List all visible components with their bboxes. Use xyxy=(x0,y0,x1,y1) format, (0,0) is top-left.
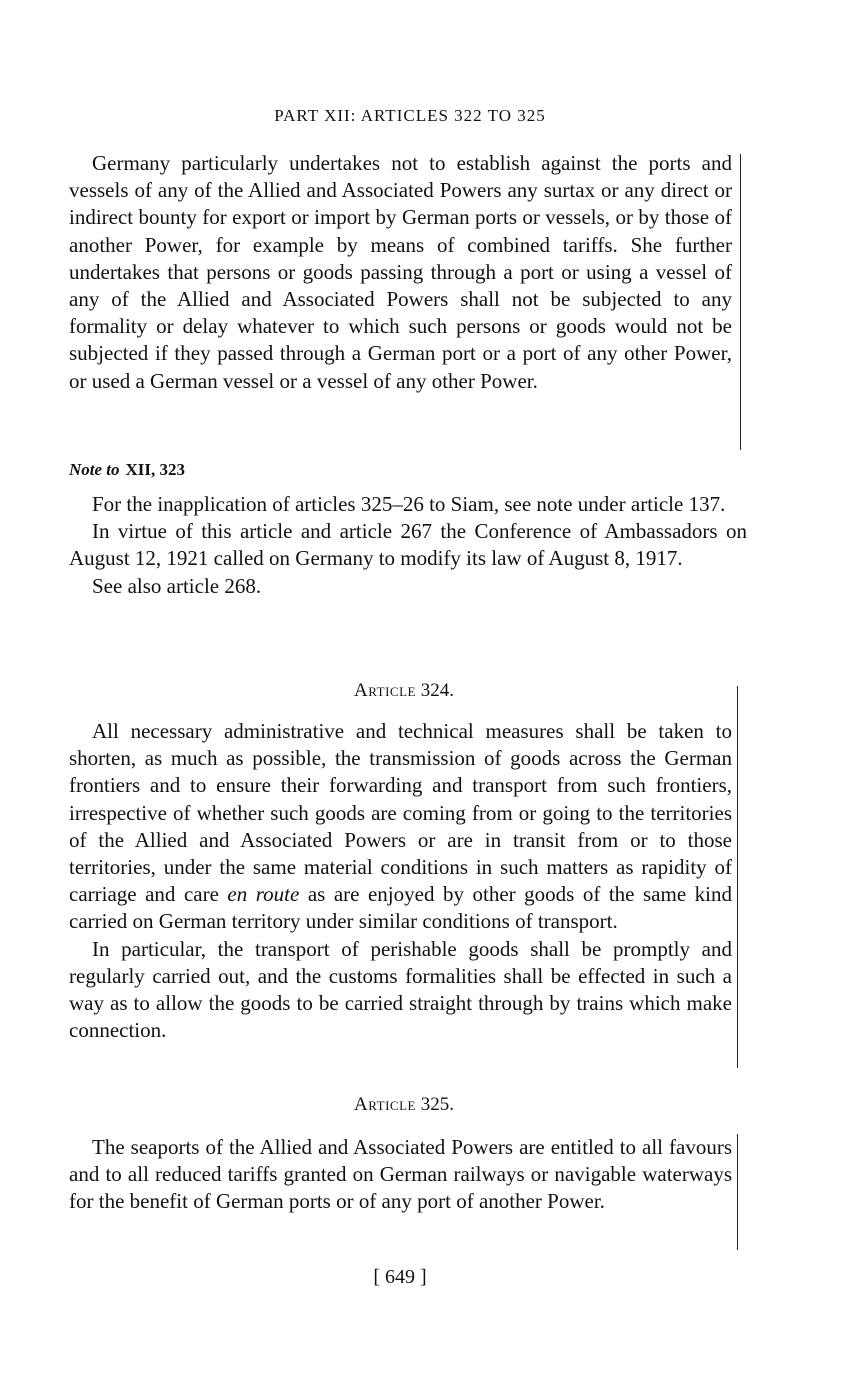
note-reference: XII, 323 xyxy=(125,460,186,479)
article-323-continuation xyxy=(69,150,732,395)
text-run: All necessary administrative and technical measures shall be taken to shorten, as much as possible, the transmission of goods across the German frontiers and to ensure their forwarding and transport from such frontiers, irrespective of whether such goods are coming from or going to the territories of the Allied and Associated Powers or are in transit from or to those territories, under the same material conditions in such matters as rapidity of carriage and care xyxy=(69,719,732,907)
paragraph: Germany particularly undertakes not to establish against the ports and vessels of any of the Allied and Associated Powers any surtax or any direct or indirect bounty for export or import by German ports or vessels, or by those of another Power, for example by means of combined tariffs. She further undertakes that persons or goods passing through a port or using a vessel of any of the Allied and Associated Powers shall not be subjected to any formality or delay whatever to which such persons or goods would not be subjected if they passed through a German port or a port of any other Power, or used a German vessel or a vessel of any other Power. xyxy=(69,151,732,393)
note-body xyxy=(69,491,747,600)
note-heading xyxy=(69,460,185,480)
text-run: as are enjoyed by other goods of the same kind carried on German territory under similar conditions of transport. xyxy=(69,882,732,934)
article-324-body xyxy=(69,718,732,1044)
italic-term: en route xyxy=(227,882,300,907)
margin-rule xyxy=(737,686,738,1068)
paragraph: The seaports of the Allied and Associated Powers are entitled to all favours and to all reduced tariffs granted on German railways or navigable waterways for the benefit of German ports or of any port of another Power. xyxy=(69,1135,732,1214)
article-324-heading xyxy=(0,680,808,702)
note-paragraph: For the inapplication of articles 325–26 to Siam, see note under article 137. xyxy=(92,492,726,516)
article-word: Article xyxy=(354,1094,416,1115)
note-paragraph: In virtue of this article and article 267 the Conference of Ambassadors on August 12, 1921 called on Germany to modify its law of August 8, 1917. xyxy=(69,519,747,571)
article-325-body xyxy=(69,1134,732,1216)
running-head: PART XII: ARTICLES 322 TO 325 xyxy=(274,106,546,125)
article-word: Article xyxy=(354,680,416,701)
article-325-heading xyxy=(0,1094,808,1116)
paragraph xyxy=(69,718,732,936)
margin-rule xyxy=(737,1134,738,1250)
margin-rule xyxy=(740,154,741,450)
article-number: 324. xyxy=(420,680,454,701)
page-number: [ 649 ] xyxy=(373,1266,427,1288)
article-number: 325. xyxy=(420,1094,454,1115)
note-label: Note to xyxy=(69,460,120,479)
note-paragraph: See also article 268. xyxy=(92,573,262,598)
paragraph: In particular, the transport of perishable goods shall be promptly and regularly carried out, and the customs formalities shall be effected in such a way as to allow the goods to be carried straight through by trains which make connection. xyxy=(69,936,732,1043)
